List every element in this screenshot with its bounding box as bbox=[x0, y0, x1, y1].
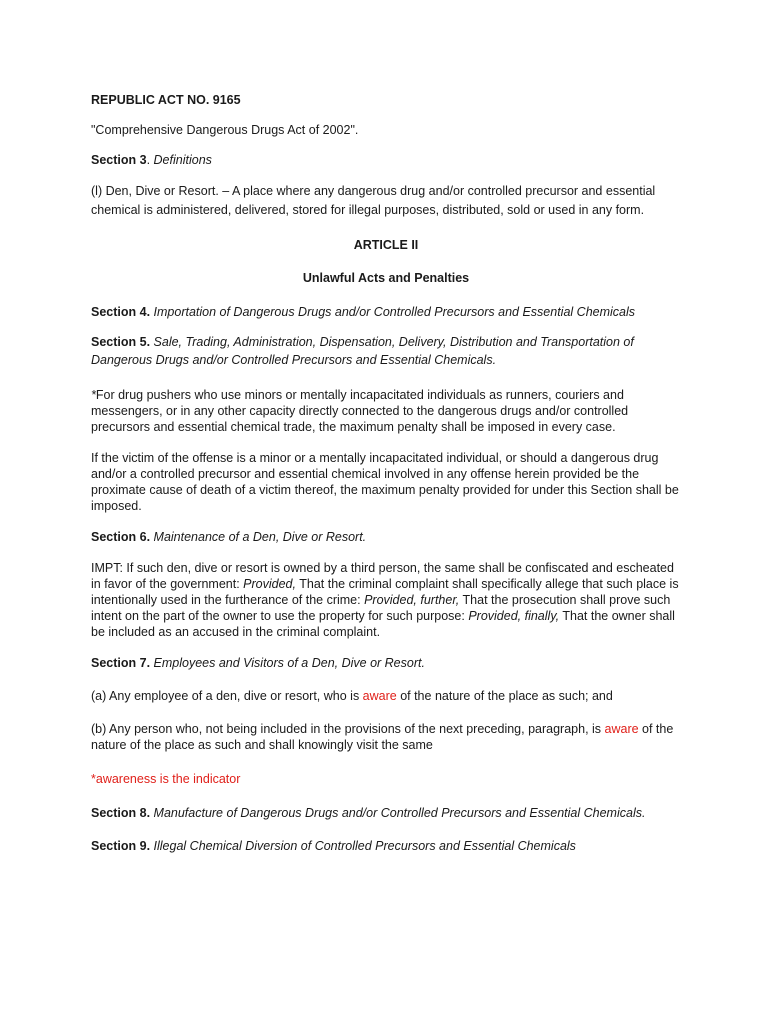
impt-part-1: IMPT: If such den, dive or resort is owned by a third person, the same shall be confiscated and escheated in favor of the government: bbox=[91, 561, 674, 591]
note-asterisk: * bbox=[91, 388, 96, 402]
section-6-heading bbox=[91, 529, 681, 545]
section-4-title: Importation of Dangerous Drugs and/or Controlled Precursors and Essential Chemicals bbox=[153, 305, 636, 319]
act-title: REPUBLIC ACT NO. 9165 bbox=[91, 93, 241, 107]
section-8-heading bbox=[91, 805, 681, 821]
section-7-heading bbox=[91, 655, 681, 671]
section-7-title: Employees and Visitors of a Den, Dive or Resort. bbox=[153, 656, 425, 670]
section-9-label: Section 9. bbox=[91, 839, 151, 853]
section-7-label: Section 7. bbox=[91, 656, 151, 670]
section-4-label: Section 4. bbox=[91, 305, 151, 319]
item-a-text-after: of the nature of the place as such; and bbox=[396, 689, 613, 703]
section-9-title: Illegal Chemical Diversion of Controlled Precursors and Essential Chemicals bbox=[153, 839, 576, 853]
item-a-text-before: (a) Any employee of a den, dive or resort, who is bbox=[91, 689, 363, 703]
section-3-heading bbox=[91, 152, 681, 168]
article-heading: ARTICLE II bbox=[353, 238, 419, 252]
impt-part-2: That the criminal complaint shall specifically allege that such place is intentionally used in the furtherance of the crime: bbox=[91, 577, 679, 607]
item-a-highlight: aware bbox=[362, 689, 397, 703]
article-subtitle: Unlawful Acts and Penalties bbox=[302, 271, 470, 285]
section-6-label: Section 6. bbox=[91, 530, 151, 544]
section-5-label: Section 5. bbox=[91, 335, 151, 349]
item-b-highlight: aware bbox=[604, 722, 639, 736]
section-8-title: Manufacture of Dangerous Drugs and/or Controlled Precursors and Essential Chemicals. bbox=[153, 806, 646, 820]
section-3-separator: . bbox=[146, 153, 154, 167]
section-4-heading bbox=[91, 304, 681, 320]
section-3-title: Definitions bbox=[153, 153, 212, 167]
item-b-text-before: (b) Any person who, not being included in the provisions of the next preceding, paragraph, is bbox=[91, 722, 605, 736]
section-3-label: Section 3 bbox=[91, 153, 147, 167]
section-5-title: Sale, Trading, Administration, Dispensation, Delivery, Distribution and Transportation of Dangerous Drugs and/or Controlled Precursors and Essential Chemicals. bbox=[91, 335, 634, 367]
section-7-item-a bbox=[91, 688, 681, 704]
section-9-heading bbox=[91, 838, 681, 854]
awareness-note: *awareness is the indicator bbox=[91, 772, 241, 786]
drug-pushers-note bbox=[91, 387, 681, 435]
section-5-heading bbox=[91, 334, 681, 369]
item-b-text-after: of the nature of the place as such and shall knowingly visit the same bbox=[91, 722, 674, 752]
act-short-title: "Comprehensive Dangerous Drugs Act of 2002". bbox=[91, 123, 359, 137]
section-7-item-b bbox=[91, 721, 681, 753]
victim-paragraph: If the victim of the offense is a minor or a mentally incapacitated individual, or should a dangerous drug and/or a controlled precursor and essential chemical involved in any offense herein provided be the proximate cause of death of a victim thereof, the maximum penalty provided for under this Section shall be imposed. bbox=[91, 451, 679, 513]
document-page bbox=[91, 92, 681, 854]
definition-den-dive-resort: (l) Den, Dive or Resort. – A place where any dangerous drug and/or controlled precursor and essential chemical is administered, delivered, stored for illegal purposes, distributed, sold or used in any form. bbox=[91, 184, 656, 217]
impt-provided-2: Provided, further, bbox=[364, 593, 460, 607]
section-8-label: Section 8. bbox=[91, 806, 151, 820]
section-6-title: Maintenance of a Den, Dive or Resort. bbox=[153, 530, 367, 544]
drug-pushers-note-text: For drug pushers who use minors or mentally incapacitated individuals as runners, couriers and messengers, or in any other capacity directly connected to the dangerous drugs and/or controlled precursors and essential chemical trade, the maximum penalty shall be imposed in every case. bbox=[91, 388, 629, 434]
impt-paragraph bbox=[91, 560, 681, 640]
impt-provided-3: Provided, finally, bbox=[468, 609, 560, 623]
impt-part-4: That the owner shall be included as an accused in the criminal complaint. bbox=[91, 609, 675, 639]
impt-provided-1: Provided, bbox=[243, 577, 296, 591]
impt-part-3: That the prosecution shall prove such intent on the part of the owner to use the property for such purpose: bbox=[91, 593, 671, 623]
